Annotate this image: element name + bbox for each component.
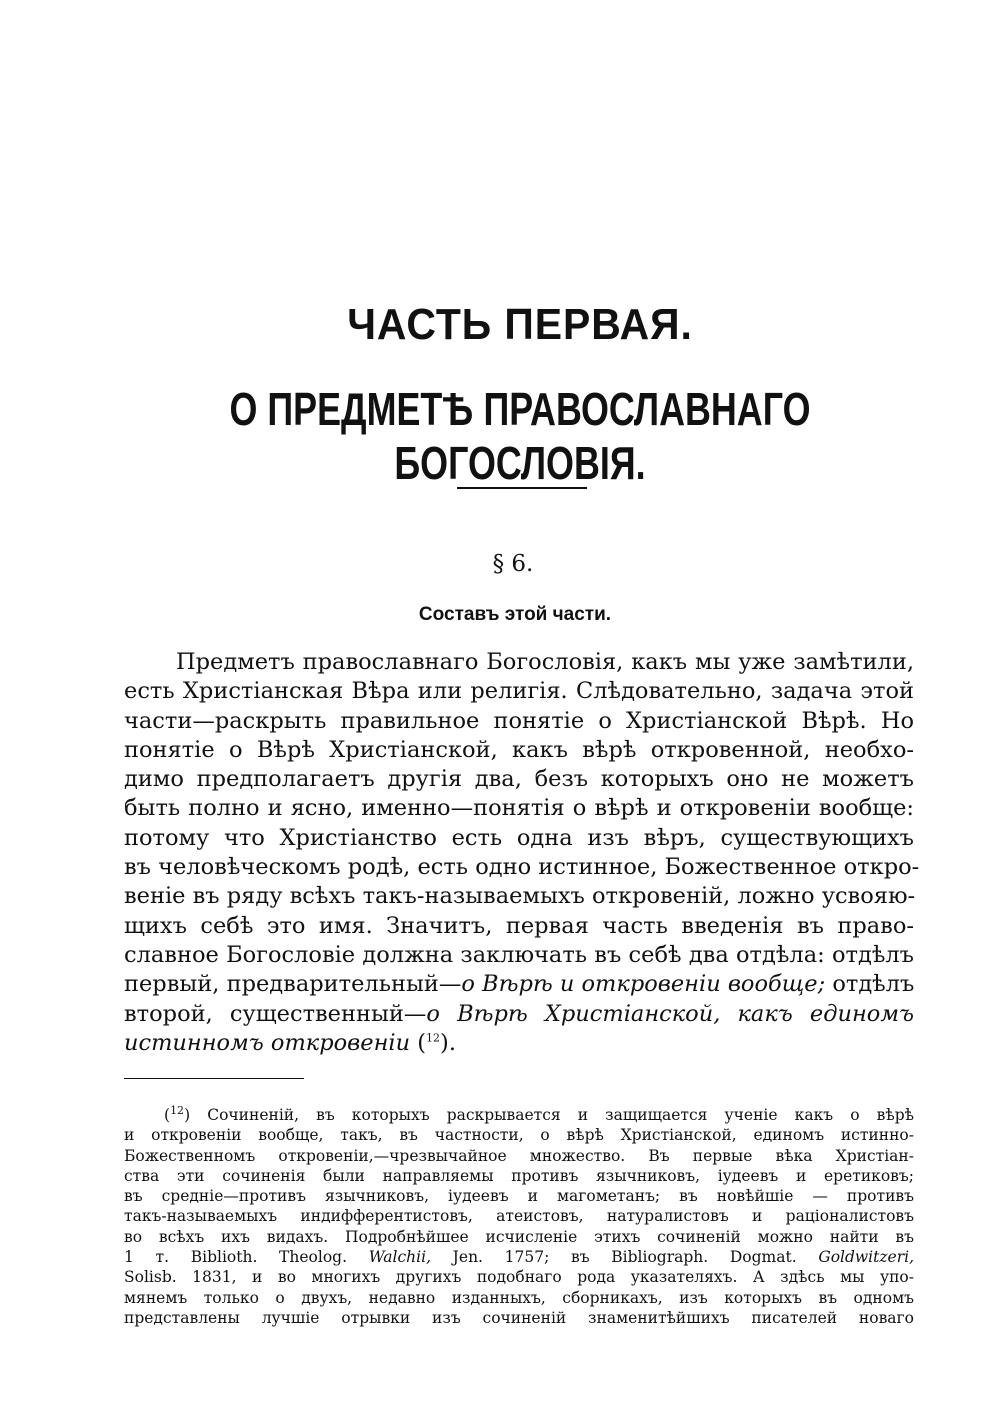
italic-author: Goldwitzeri,	[818, 1248, 914, 1267]
section-title: Составъ этой части.	[418, 604, 612, 625]
body-text-span: второй, существенный—	[124, 1000, 427, 1027]
body-line: части—раскрыть правильное понятіе о Христіанской Вѣрѣ. Но	[124, 707, 914, 734]
body-line: въ человѣческомъ родѣ, есть одно истинное, Божественное откро-	[124, 854, 920, 881]
footnote	[124, 1105, 914, 1328]
italic-phrase: о Вѣрѣ и откровеніи вообще;	[461, 971, 826, 998]
italic-phrase: истинномъ откровеніи	[124, 1029, 411, 1056]
subject-title: О ПРЕДМЕТѢ ПРАВОСЛАВНАГО БОГОСЛОВІЯ.	[229, 383, 811, 489]
note-ref-number[interactable]: 12	[426, 1031, 441, 1045]
note-ref-close: ).	[440, 1029, 456, 1056]
footnote-text: Jen. 1757; въ Bibliograph. Dogmat.	[431, 1248, 819, 1267]
footnote-line: ства эти сочиненія были направляемы противъ язычниковъ, іудеевъ и еретиковъ;	[124, 1166, 914, 1185]
body-line: понятіе о Вѣрѣ Христіанской, какъ вѣрѣ откровенной, необхо-	[124, 736, 914, 763]
body-line: Предметъ православнаго Богословія, какъ мы уже замѣтили,	[176, 649, 914, 675]
italic-author: Walchii,	[368, 1248, 431, 1267]
footnote-line: во всѣхъ ихъ видахъ. Подробнѣйшее исчисленіе этихъ сочиненій можно найти въ	[124, 1227, 914, 1246]
body-line: потому что Христіанство есть одна изъ вѣръ, существующихъ	[124, 824, 914, 851]
body-line	[124, 1000, 914, 1029]
note-ref-open: (	[410, 1029, 427, 1056]
body-line: есть Христіанская Вѣра или религія. Слѣдовательно, задача этой	[124, 678, 914, 705]
title-divider	[457, 487, 587, 489]
footnote-line	[124, 1247, 914, 1267]
body-line: димо предполагаетъ другія два, безъ которыхъ оно не можетъ	[124, 766, 914, 793]
part-title: ЧАСТЬ ПЕРВАЯ.	[347, 300, 693, 349]
footnote-line: въ средніе—противъ язычниковъ, іудеевъ и магометанъ; въ новѣйшіе — противъ	[124, 1187, 914, 1206]
body-line	[124, 1029, 914, 1058]
footnote-line: Solisb. 1831, и во многихъ другихъ подобнаго рода указателяхъ. А здѣсь мы упо-	[124, 1268, 914, 1287]
footnote-marker-number: 12	[170, 1103, 185, 1117]
main-paragraph	[124, 648, 920, 1058]
body-text-span: первый, предварительный—	[124, 971, 462, 998]
footnote-marker-close: )	[184, 1106, 191, 1124]
section-number: § 6.	[492, 551, 534, 577]
footnote-line: представлены лучшіе отрывки изъ сочиненій знаменитѣйшихъ писателей новаго	[124, 1308, 914, 1327]
footnote-marker-open: (	[164, 1106, 171, 1124]
body-line: быть полно и ясно, именно—понятія о вѣрѣ и откровеніи вообще:	[124, 795, 914, 822]
body-text-span: отдѣлъ	[825, 971, 915, 998]
footnote-line	[124, 1105, 914, 1125]
footnote-line: и откровеніи вообще, такъ, въ частности, о вѣрѣ Христіанской, единомъ истинно-	[124, 1126, 914, 1145]
body-line: щихъ себѣ это имя. Значитъ, первая часть введенія въ право-	[124, 912, 914, 939]
body-line	[124, 970, 914, 999]
footnote-text: Сочиненій, въ которыхъ раскрывается и защищается ученіе какъ о вѣрѣ	[190, 1106, 914, 1124]
body-line: славное Богословіе должна заключать въ себѣ два отдѣла: отдѣлъ	[124, 941, 914, 968]
footnote-text: 1 т. Biblioth. Theolog.	[124, 1248, 369, 1267]
footnote-line: мянемъ только о двухъ, недавно изданныхъ, сборникахъ, изъ которыхъ въ одномъ	[124, 1288, 914, 1307]
body-line: веніе въ ряду всѣхъ такъ-называемыхъ откровеній, ложно усвояю-	[124, 883, 916, 910]
italic-phrase: о Вѣрѣ Христіанской, какъ единомъ	[426, 1000, 915, 1027]
footnote-line: Божественномъ откровеніи,—чрезвычайное множество. Въ первые вѣка Христіан-	[124, 1146, 914, 1165]
footnote-divider	[124, 1078, 304, 1079]
footnote-line: такъ-называемыхъ индифферентистовъ, атеистовъ, натуралистовъ и раціоналистовъ	[124, 1207, 914, 1226]
